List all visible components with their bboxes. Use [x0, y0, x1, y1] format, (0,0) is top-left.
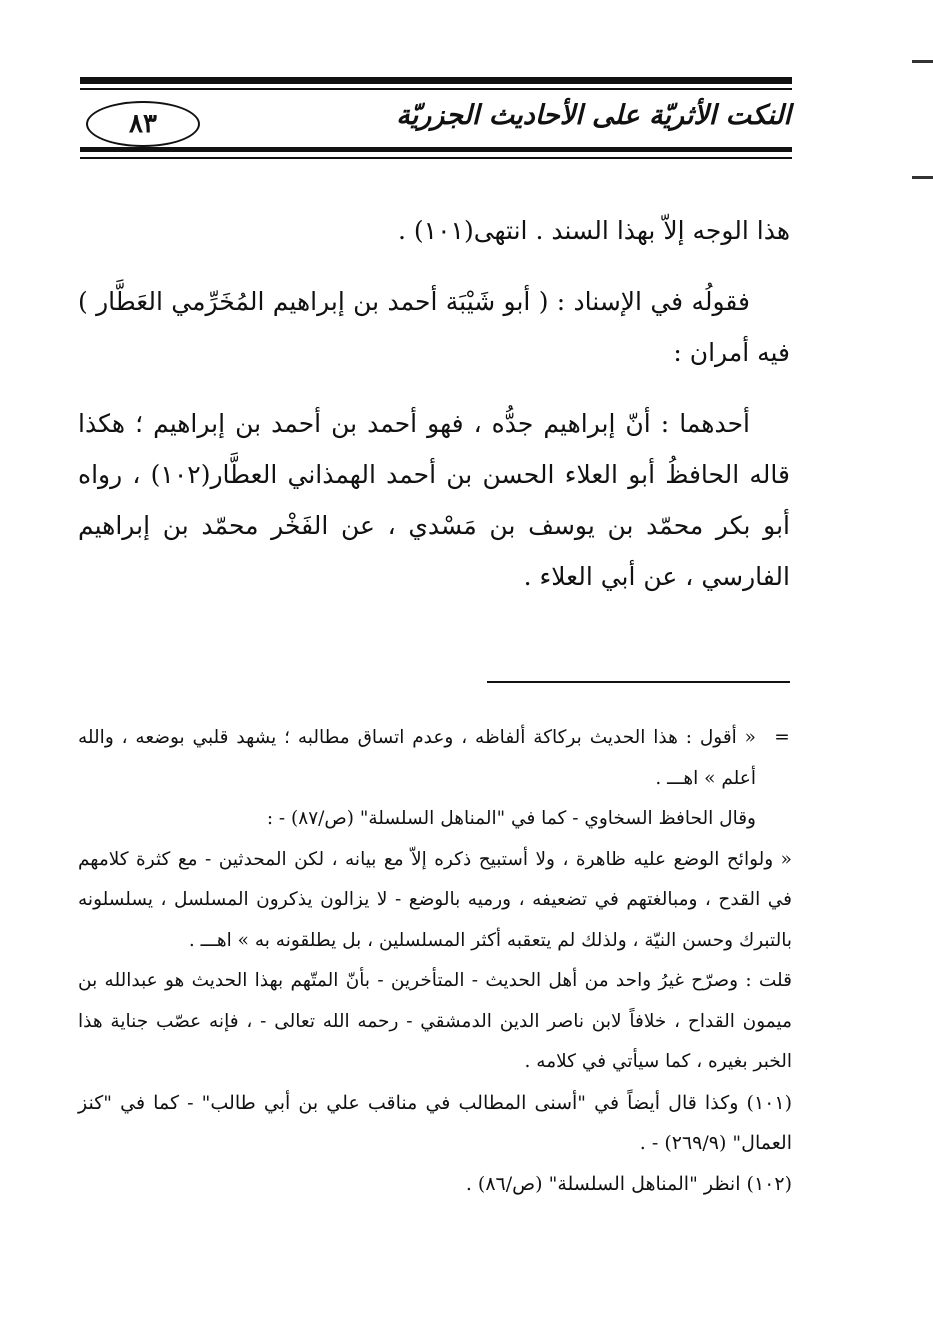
header-rule-top-thin: [80, 88, 792, 90]
scan-edge-mark: [912, 176, 933, 179]
footnote-separator: [487, 681, 790, 683]
continuation-mark: =: [774, 727, 790, 748]
page-number: ٨٣: [129, 109, 157, 139]
header-rule-bottom: [80, 147, 792, 152]
footnotes: [78, 718, 792, 1204]
main-paragraph: فقولُه في الإسناد : ( أبو شَيْبَة أحمد بن إبراهيم المُخَرِّمي العَطَّار ) فيه أمران :: [78, 287, 790, 367]
main-paragraph: هذا الوجه إلاّ بهذا السند . انتهى(١٠١) .: [397, 216, 790, 245]
footnote-102: (١٠٢) انظر "المناهل السلسلة" (ص/٨٦) .: [465, 1172, 792, 1195]
footnote-continuation: وقال الحافظ السخاوي - كما في "المناهل السلسلة" (ص/٨٧) - :: [266, 808, 756, 829]
header-rule-top: [80, 77, 792, 84]
main-text: [78, 205, 790, 622]
footnote-continuation: قلت : وصرّح غيرُ واحد من أهل الحديث - المتأخرين - بأنّ المتّهم بهذا الحديث هو عبدالله بن ميمون القداح ، خلافاً لابن ناصر الدين الدمشقي - رحمه الله تعالى - ، فإنه عصّب جناية هذا الخبر بغيره ، كما سيأتي في كلامه .: [78, 970, 792, 1072]
header-rule-bottom-thin: [80, 157, 792, 159]
page-number-oval: [86, 101, 200, 147]
footnote-continuation: « أقول : هذا الحديث بركاكة ألفاظه ، وعدم اتساق مطالبه ؛ يشهد قلبي بوضعه ، والله أعلم » اهـــ .: [78, 727, 756, 789]
scan-edge-mark: [912, 60, 933, 63]
footnote-continuation: « ولوائح الوضع عليه ظاهرة ، ولا أستبيح ذكره إلاّ مع بيانه ، لكن المحدثين - مع كثرة كلامهم في القدح ، ومبالغتهم في تضعيفه ، ورميه بالوضع - لا يزالون يذكرون المسلسل ، يسلسلونه بالتبرك وحسن النيّة ، ولذلك لم يتعقبه أكثر المسلسلين ، بل يطلقونه به » اهـــ .: [78, 848, 792, 951]
main-paragraph: أحدهما : أنّ إبراهيم جدُّه ، فهو أحمد بن أحمد بن إبراهيم ؛ هكذا قاله الحافظُ أبو العلاء الحسن بن أحمد الهمذاني العطَّار(١٠٢) ، رواه أبو بكر محمّد بن يوسف بن مَسْدي ، عن الفَخْر محمّد بن إبراهيم الفارسي ، عن أبي العلاء .: [78, 409, 790, 591]
running-title: النكت الأثريّة على الأحاديث الجزريّة: [396, 100, 791, 131]
footnote-101: (١٠١) وكذا قال أيضاً في "أسنى المطالب في مناقب علي بن أبي طالب" - كما في "كنز العمال" (٢٦٩/٩) - .: [78, 1091, 792, 1154]
